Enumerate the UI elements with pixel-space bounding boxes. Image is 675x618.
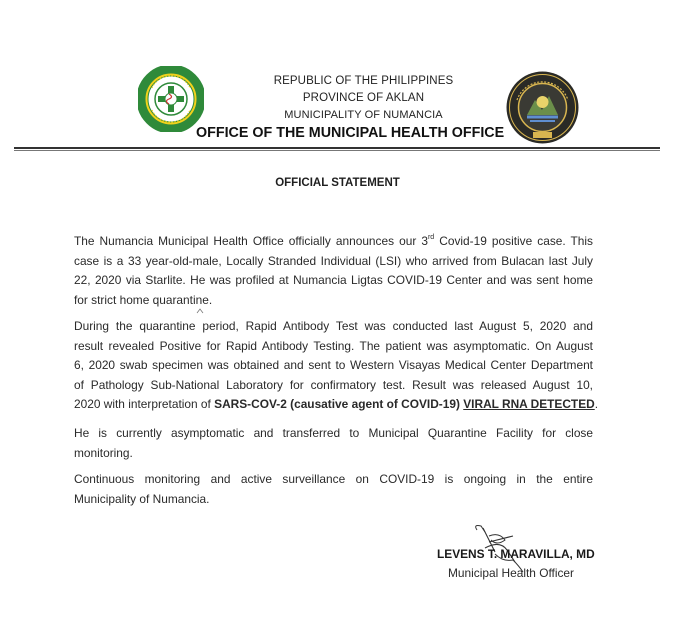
paragraph-status: [74, 424, 593, 463]
header-municipality: MUNICIPALITY OF NUMANCIA: [284, 109, 443, 121]
test-result: VIRAL RNA DETECTED: [463, 397, 595, 411]
paragraph-line: 2020 with interpretation of SARS-COV-2 (causative agent of COVID-19) VIRAL RNA DETECTED.: [74, 397, 599, 411]
paragraph-line: Municipality of Numancia.: [74, 491, 210, 506]
paragraph-line: He is currently asymptomatic and transferred to Municipal Quarantine Facility for close: [74, 426, 593, 440]
paragraph-line: monitoring.: [74, 445, 133, 460]
virus-name: SARS-COV-2 (causative agent of COVID-19): [214, 397, 460, 411]
paragraph-line: The Numancia Municipal Health Office officially announces our 3rd Covid-19 positive case. This: [74, 234, 593, 248]
paragraph-surveillance: [74, 470, 593, 509]
paragraph-line: Continuous monitoring and active surveillance on COVID-19 is ongoing in the entire: [74, 472, 593, 486]
header-office: OFFICE OF THE MUNICIPAL HEALTH OFFICE: [196, 125, 505, 141]
header-divider-thin: [14, 150, 660, 151]
paragraph-line: During the quarantine period, Rapid Antibody Test was conducted last August 5, 2020 and: [74, 319, 593, 333]
pen-mark-icon: [196, 307, 204, 315]
paragraph-line: 6, 2020 swab specimen was obtained and sent to Western Visayas Medical Center Department: [74, 358, 593, 372]
paragraph-testing: [74, 317, 599, 415]
numancia-seal-icon: [505, 70, 580, 145]
signatory-title: Municipal Health Officer: [448, 566, 575, 580]
paragraph-line: 22, 2020 via Starlite. He was profiled at Numancia Ligtas COVID-19 Center and was sent home: [74, 273, 593, 287]
paragraph-line: for strict home quarantine.: [74, 292, 213, 307]
statement-title: OFFICIAL STATEMENT: [275, 177, 400, 189]
ordinal-suffix: rd: [427, 234, 435, 241]
signatory-name: LEVENS T. MARAVILLA, MD: [437, 547, 595, 561]
header-province: PROVINCE OF AKLAN: [302, 92, 425, 104]
paragraph-line: case is a 33 year-old-male, Locally Stranded Individual (LSI) who arrived from Bulacan last July: [74, 253, 593, 268]
header-country: REPUBLIC OF THE PHILIPPINES: [273, 75, 454, 87]
paragraph-line: result revealed Positive for Rapid Antibody Testing. The patient was asymptomatic. On August: [74, 338, 593, 353]
header-divider: [14, 147, 660, 149]
paragraph-announcement: [74, 232, 593, 310]
paragraph-line: of Pathology Sub-National Laboratory for confirmatory test. Result was released August 10,: [74, 377, 593, 392]
